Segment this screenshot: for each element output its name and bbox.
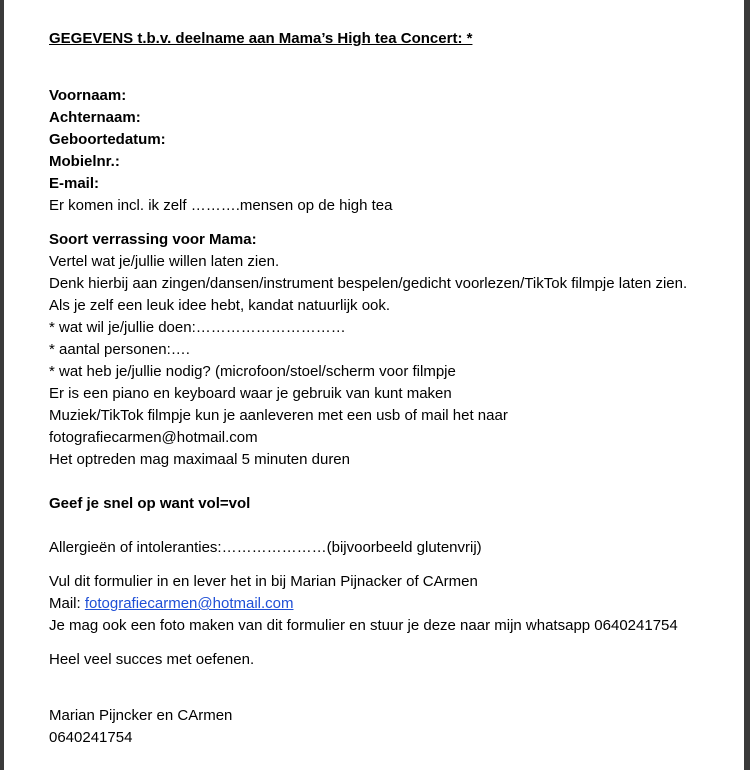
photo-line: Je mag ook een foto maken van dit formulier en stuur je deze naar mijn whatsapp 0640241754: [49, 617, 678, 634]
surprise-line: Als je zelf een leuk idee hebt, kandat natuurlijk ook.: [49, 297, 391, 314]
field-first-name: Voornaam:: [49, 87, 127, 104]
signature-names: Marian Pijncker en CArmen: [49, 707, 233, 724]
signature-phone: 0640241754: [49, 729, 133, 746]
deliver-line: Vul dit formulier in en lever het in bij Marian Pijnacker of CArmen: [49, 573, 478, 590]
surprise-line: Het optreden mag maximaal 5 minuten duren: [49, 451, 350, 468]
mail-link[interactable]: fotografiecarmen@hotmail.com: [84, 595, 294, 612]
field-email: E-mail:: [49, 175, 100, 192]
mail-label: Mail:: [49, 595, 85, 612]
allergies-line: Allergieën of intoleranties:…………………(bijvoorbeeld glutenvrij): [49, 539, 482, 556]
surprise-line: * aantal personen:….: [49, 341, 190, 358]
surprise-title: Soort verrassing voor Mama:: [49, 231, 257, 248]
form-heading: GEGEVENS t.b.v. deelname aan Mama’s High tea Concert: *: [49, 30, 473, 47]
good-luck-line: Heel veel succes met oefenen.: [49, 651, 255, 668]
field-birthdate: Geboortedatum:: [49, 131, 166, 148]
field-mobile: Mobielnr.:: [49, 153, 120, 170]
surprise-line: * wat wil je/jullie doen:…………………………: [49, 319, 346, 336]
surprise-line: Denk hierbij aan zingen/dansen/instrument bespelen/gedicht voorlezen/TikTok filmpje laten zien.: [49, 275, 688, 292]
hurry-note: Geef je snel op want vol=vol: [49, 495, 251, 512]
surprise-line: Vertel wat je/jullie willen laten zien.: [49, 253, 280, 270]
attendance-line: Er komen incl. ik zelf ……….mensen op de high tea: [49, 197, 393, 214]
surprise-line: * wat heb je/jullie nodig? (microfoon/stoel/scherm voor filmpje: [49, 363, 456, 380]
document-page: [4, 0, 744, 770]
surprise-line: Muziek/TikTok filmpje kun je aanleveren met een usb of mail het naar: [49, 407, 508, 424]
surprise-email: fotografiecarmen@hotmail.com: [49, 429, 258, 446]
mail-line: [49, 595, 294, 613]
surprise-line: Er is een piano en keyboard waar je gebruik van kunt maken: [49, 385, 452, 402]
field-last-name: Achternaam:: [49, 109, 141, 126]
